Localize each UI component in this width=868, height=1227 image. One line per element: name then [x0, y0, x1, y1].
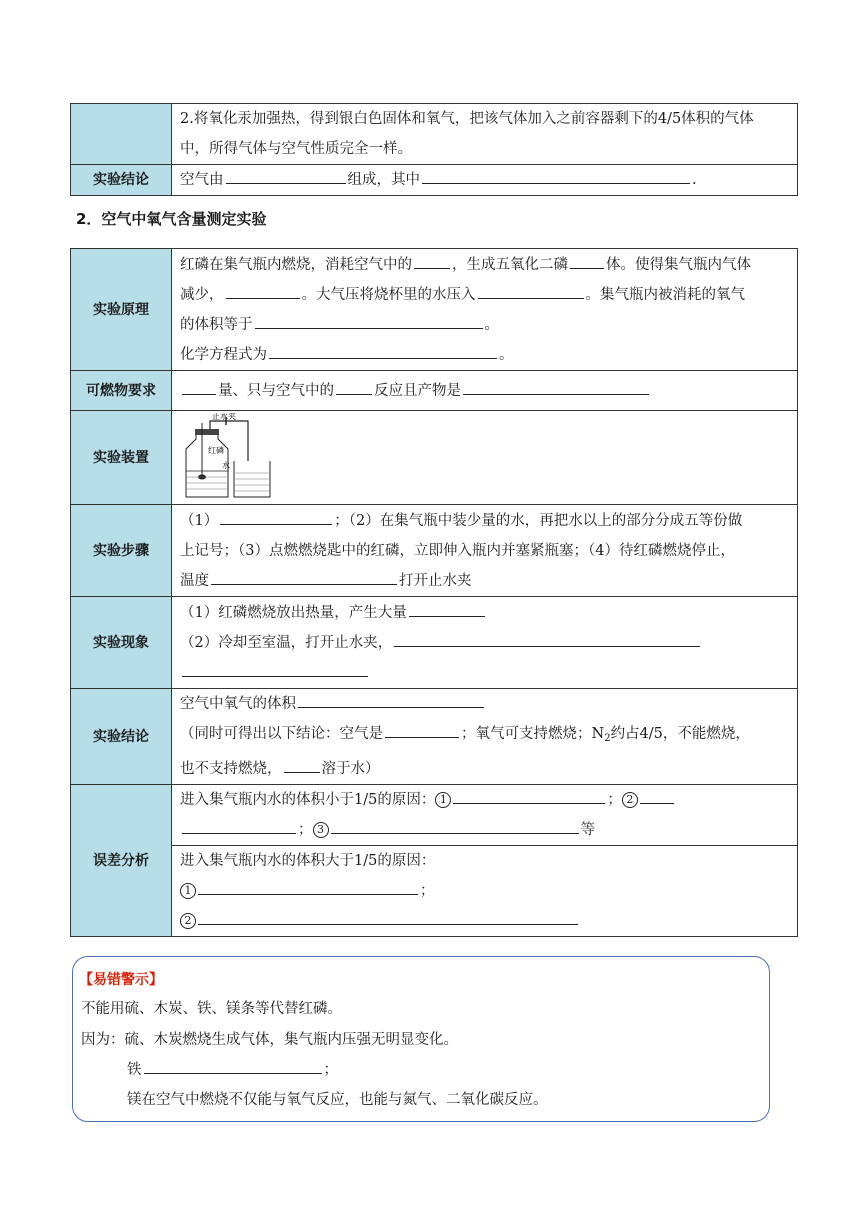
conclusion-text-b: 组成，其中: [347, 172, 420, 188]
blank-field[interactable]: [414, 267, 450, 269]
error-text: 进入集气瓶内水的体积大于1/5的原因：: [180, 853, 436, 869]
blank-field[interactable]: [463, 393, 649, 395]
blank-field[interactable]: [331, 832, 579, 834]
blank-field[interactable]: [144, 1072, 322, 1074]
fuel-requirement-header: 可燃物要求: [71, 371, 172, 411]
blank-field[interactable]: [182, 832, 296, 834]
equation-label: 化学方程式为: [180, 346, 267, 363]
water-label: 水: [222, 460, 230, 470]
empty-header-cell: [71, 104, 172, 165]
blank-field[interactable]: [570, 267, 604, 269]
steps-cell: [172, 505, 798, 597]
steps-text: 上记号；（3）点燃燃烧匙中的红磷，立即伸入瓶内并塞紧瓶塞；（4）待红磷燃烧停止，: [180, 542, 735, 559]
principle-text: 。: [484, 316, 499, 333]
air-composition-table: [70, 103, 798, 196]
fuel-text: 反应且产物是: [374, 382, 461, 399]
conclusion-cell: [172, 165, 798, 196]
steps-text: 温度: [180, 572, 209, 589]
warning-text: 铁: [127, 1062, 142, 1078]
blank-field[interactable]: [182, 393, 216, 395]
blank-field[interactable]: [269, 357, 497, 359]
conclusion2-cell: [172, 689, 798, 785]
circle-number: 1: [435, 792, 451, 808]
steps-text: （1）: [180, 512, 219, 529]
phenomenon-cell: [172, 597, 798, 689]
conclusion-text: 也不支持燃烧，: [180, 761, 282, 777]
steps-text: 打开止水夹: [399, 572, 472, 589]
error-text: 进入集气瓶内水的体积小于1/5的原因：: [180, 792, 436, 808]
conclusion-header: 实验结论: [71, 165, 172, 196]
blank-field[interactable]: [284, 771, 320, 773]
blank-field[interactable]: [255, 327, 483, 329]
blank-field[interactable]: [336, 393, 372, 395]
apparatus-cell: [172, 411, 798, 505]
blank-field[interactable]: [226, 182, 346, 184]
conclusion-text: 空气中氧气的体积: [180, 696, 296, 712]
blank-field[interactable]: [409, 615, 485, 617]
fuel-text: 量、只与空气中的: [218, 382, 334, 399]
conclusion-text-a: 空气由: [180, 172, 224, 188]
apparatus-diagram: [178, 413, 278, 503]
blank-field[interactable]: [478, 297, 584, 299]
phosphorus-label: 红磷: [208, 445, 224, 455]
error-more-cell: [172, 846, 798, 937]
separator: ；: [420, 883, 435, 899]
conclusion-text: 约占4/5，不能燃烧，: [610, 726, 750, 742]
warning-box: [72, 956, 770, 1122]
conclusion2-header: 实验结论: [71, 689, 172, 785]
oxygen-experiment-table: [70, 248, 798, 937]
principle-text: 体。使得集气瓶内气体: [606, 256, 751, 273]
blank-field[interactable]: [226, 297, 300, 299]
principle-cell: [172, 249, 798, 371]
blank-field[interactable]: [640, 802, 674, 804]
blank-field[interactable]: [385, 736, 459, 738]
principle-text: 。集气瓶内被消耗的氧气: [585, 286, 745, 303]
mercury-oxide-text-line1: 2.将氧化汞加强热，得到银白色固体和氧气，把该气体加入之前容器剩下的4/5体积的气体: [180, 111, 754, 127]
blank-field[interactable]: [453, 802, 605, 804]
blank-field[interactable]: [298, 706, 484, 708]
principle-text: ，生成五氧化二磷: [452, 256, 568, 273]
steps-text: ；（2）在集气瓶中装少量的水，再把水以上的部分分成五等份做: [334, 512, 743, 529]
mercury-oxide-cell: [172, 104, 798, 165]
separator: ；: [607, 792, 622, 808]
error-text: 等: [580, 822, 595, 838]
principle-text: 。大气压将烧杯里的水压入: [301, 286, 476, 303]
circle-number: 2: [622, 792, 638, 808]
clip-label: 止水夹: [212, 412, 236, 421]
error-analysis-header: 误差分析: [71, 785, 172, 937]
warning-text: ；: [323, 1062, 338, 1078]
circle-number: 1: [180, 883, 196, 899]
principle-header: 实验原理: [71, 249, 172, 371]
phenomenon-text: （1）红磷燃烧放出热量，产生大量: [180, 604, 407, 621]
principle-text: 减少，: [180, 286, 224, 303]
phenomenon-header: 实验现象: [71, 597, 172, 689]
blank-field[interactable]: [211, 583, 397, 585]
subscript: 2: [604, 733, 611, 744]
blank-field[interactable]: [422, 182, 690, 184]
blank-field[interactable]: [182, 675, 368, 677]
principle-text: 。: [499, 346, 514, 363]
apparatus-header: 实验装置: [71, 411, 172, 505]
warning-line: [127, 1058, 338, 1079]
warning-line: 因为：硫、木炭燃烧生成气体，集气瓶内压强无明显变化。: [81, 1032, 458, 1048]
circle-number: 2: [180, 913, 196, 929]
section-title: 2．空气中氧气含量测定实验: [76, 210, 267, 228]
blank-field[interactable]: [394, 645, 700, 647]
conclusion-text: （同时可得出以下结论：空气是: [180, 726, 383, 742]
warning-title: 【易错警示】: [79, 972, 163, 988]
blank-field[interactable]: [220, 523, 332, 525]
circle-number: 3: [313, 822, 329, 838]
conclusion-text: ；氧气可支持燃烧；N: [461, 726, 605, 742]
mercury-oxide-text-line2: 中，所得气体与空气性质完全一样。: [180, 141, 412, 157]
separator: ；: [298, 822, 313, 838]
principle-text: 红磷在集气瓶内燃烧，消耗空气中的: [180, 256, 412, 273]
fuel-requirement-cell: [172, 371, 798, 411]
warning-line: 镁在空气中燃烧不仅能与氧气反应，也能与氮气、二氧化碳反应。: [127, 1092, 548, 1108]
warning-line: 不能用硫、木炭、铁、镁条等代替红磷。: [81, 1001, 342, 1017]
conclusion-text: 溶于水）: [321, 761, 380, 777]
blank-field[interactable]: [198, 893, 418, 895]
blank-field[interactable]: [198, 923, 578, 925]
phenomenon-text: （2）冷却至室温，打开止水夹，: [180, 634, 393, 651]
principle-text: 的体积等于: [180, 316, 253, 333]
steps-header: 实验步骤: [71, 505, 172, 597]
error-less-cell: [172, 785, 798, 846]
conclusion-text-c: .: [692, 172, 697, 188]
